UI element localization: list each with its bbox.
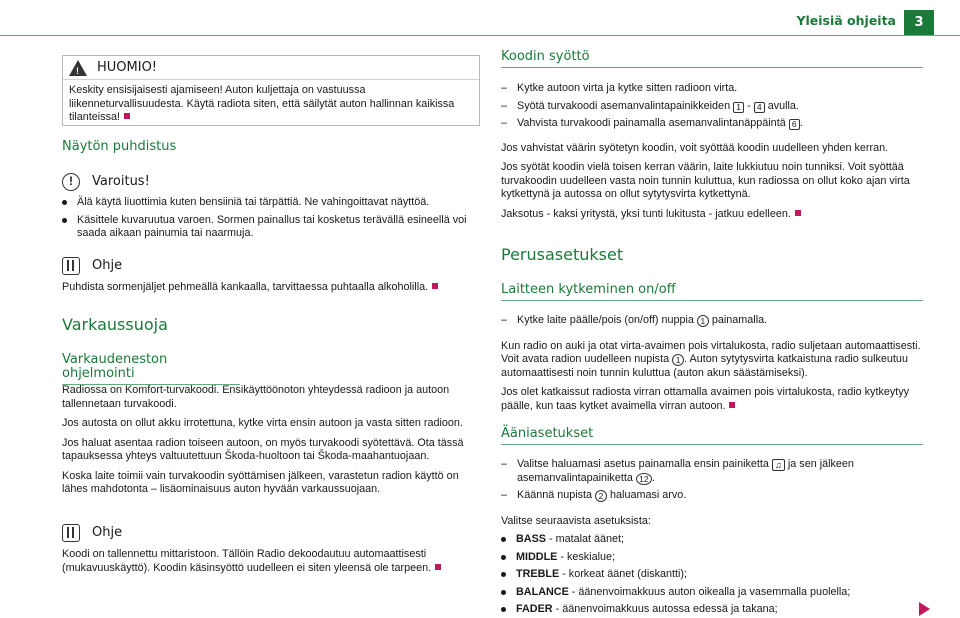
naytto-bullet-1: Älä käytä liuottimia kuten bensiiniä tai tärpättiä. Ne vahingoittavat näyttöä.	[62, 196, 480, 210]
naytto-warning-header	[62, 172, 480, 192]
koodi-step-2: – Syötä turvakoodi asemanvalintapainikkeiden 1 - 4 avulla.	[501, 99, 799, 112]
perus-heading: Perusasetukset	[501, 245, 624, 264]
end-mark-icon	[124, 113, 130, 119]
next-page-arrow-icon[interactable]	[919, 602, 930, 616]
naytto-ohje-text: Puhdista sormenjäljet pehmeällä kankaalla, tarvittaessa puhtaalla alkoholilla.	[62, 281, 480, 295]
page-header-title: Yleisiä ohjeita	[796, 13, 896, 28]
huomio-box	[62, 55, 480, 126]
aani-item-balance: BALANCE - äänenvoimakkuus auton oikealla ja vasemmalla puolella;	[501, 586, 923, 600]
koodi-paragraph-2: Jos syötät koodin vielä toisen kerran väärin, laite lukkiutuu noin tunniksi. Voit syöttää turvakoodin uudelleen vasta noin tunnin kuluttua, kun radiossa on ollut koko ajan virta kytkettynä ja autossa on ollut sytytysvirta kytkettynä.	[501, 161, 910, 200]
koodi-step-3: – Vahvista turvakoodi painamalla asemanvalintanäppäintä 6 .	[501, 117, 803, 129]
aani-item-middle: MIDDLE - keskialue;	[501, 551, 923, 565]
huomio-text: Keskity ensisijaisesti ajamiseen! Auton kuljettaja on vastuussa liikenneturvallisuudesta. Käytä radiota siten, että säilytät auton hallinnan kaikissa tilanteissa!	[69, 84, 455, 123]
naytto-warning-box	[62, 172, 480, 242]
huomio-title: HUOMIO!	[97, 59, 158, 75]
perus-subheading: Laitteen kytkeminen on/off	[501, 283, 923, 301]
knob-1-icon: 1	[672, 354, 684, 366]
naytto-warning-title: Varoitus!	[92, 174, 150, 189]
key-6-icon: 6	[789, 119, 800, 130]
aani-item-fader: FADER - äänenvoimakkuus autossa edessä ja takana;	[501, 603, 923, 617]
varkaus-paragraph-4: Koska laite toimii vain turvakoodin syöttämisen jälkeen, varastetun radion käyttö on lähes mahdotonta – lisäominaisuus auton hyvään varkaussuojaan.	[62, 469, 459, 495]
warning-circle-icon: !	[62, 173, 80, 191]
varkaus-heading: Varkaussuoja	[62, 315, 168, 334]
varkaus-ohje-header	[62, 522, 480, 544]
perus-paragraph-2: Jos olet katkaissut radiosta virran ottamalla avaimen pois virtalukosta, radio kytkeytyy päälle, kun taas kytket avaimella virran autoon.	[501, 386, 910, 412]
knob-1-icon: 1	[697, 315, 709, 327]
varkaus-ohje-text: Koodi on tallennettu mittaristoon. Tällöin Radio dekoodautuu automaattisesti (mukavuuskäyttö). Koodin käsinsyöttö uudelleen ei siten yleensä ole tarpeen.	[62, 548, 480, 575]
aani-intro: Valitse seuraavista asetuksista:	[501, 514, 651, 527]
aani-heading: Ääniasetukset	[501, 427, 923, 445]
varkaus-paragraph-3: Jos haluat asentaa radion toiseen autoon, on myös turvakoodi syötettävä. Ota tässä tapauksessa yhteys valtuutettuun Škoda-huoltoon tai Škoda-maahantuojaan.	[62, 436, 464, 462]
varkaus-paragraph-2: Jos autosta on ollut akku irrotettuna, kytke virta ensin autoon ja vasta sitten radioon.	[62, 417, 463, 429]
sound-button-icon: ♫	[772, 459, 785, 471]
varkaus-paragraph-1: Radiossa on Komfort-turvakoodi. Ensikäyttöönoton yhteydessä radioon ja autoon tallennetaan turvakoodi.	[62, 384, 450, 410]
aani-step-2: – Käännä nupista 2 haluamasi arvo.	[501, 489, 687, 501]
key-12-icon: 12	[636, 473, 652, 485]
naytto-heading: Näytön puhdistus	[62, 139, 177, 154]
perus-paragraph-1: Kun radio on auki ja otat virta-avaimen pois virtalukosta, radio suljetaan automaattisesti. Voit avata radion uudelleen nupista 1 . Auton sytytysvirta katkaistuna radio sulkeutuu automaattisesti noin tunnin kuluttua (auton akun säästämiseksi).	[501, 339, 921, 379]
varkaus-subheading: Varkaudeneston ohjelmointi	[62, 353, 240, 385]
varkaus-body	[62, 384, 480, 497]
perus-step: – Kytke laite päälle/pois (on/off) nuppia 1 painamalla.	[501, 314, 768, 326]
aani-step-1: – Valitse haluamasi asetus painamalla ensin painiketta ♫ ja sen jälkeen asemanvalintapainiketta 12 .	[501, 458, 854, 484]
huomio-header	[63, 56, 479, 80]
aani-item-bass: BASS - matalat äänet;	[501, 533, 923, 547]
naytto-ohje	[62, 255, 480, 295]
warning-triangle-icon: !	[69, 60, 87, 76]
info-icon	[62, 257, 80, 275]
key-1-icon: 1	[733, 102, 744, 113]
header-divider	[0, 35, 960, 36]
knob-2-icon: 2	[595, 490, 607, 502]
varkaus-ohje-title: Ohje	[92, 525, 123, 540]
naytto-ohje-title: Ohje	[92, 258, 123, 273]
naytto-bullet-2: Käsittele kuvaruutua varoen. Sormen painallus tai kosketus terävällä esineellä voi saada aikaan painumia tai naarmuja.	[62, 214, 480, 241]
key-4-icon: 4	[754, 102, 765, 113]
koodi-body	[501, 82, 923, 221]
koodi-paragraph-3: Jaksotus - kaksi yritystä, yksi tunti lukitusta - jatkuu edelleen.	[501, 208, 923, 222]
aani-item-treble: TREBLE - korkeat äänet (diskantti);	[501, 568, 923, 582]
naytto-ohje-header	[62, 255, 480, 277]
info-icon	[62, 524, 80, 542]
perus-body	[501, 314, 923, 413]
page-number: 3	[904, 10, 934, 36]
koodi-heading: Koodin syöttö	[501, 50, 923, 68]
aani-body	[501, 458, 923, 617]
varkaus-ohje	[62, 522, 480, 575]
koodi-paragraph-1: Jos vahvistat väärin syötetyn koodin, voit syöttää koodin uudelleen yhden kerran.	[501, 141, 889, 154]
koodi-step-1: – Kytke autoon virta ja kytke sitten radioon virta.	[501, 82, 738, 94]
